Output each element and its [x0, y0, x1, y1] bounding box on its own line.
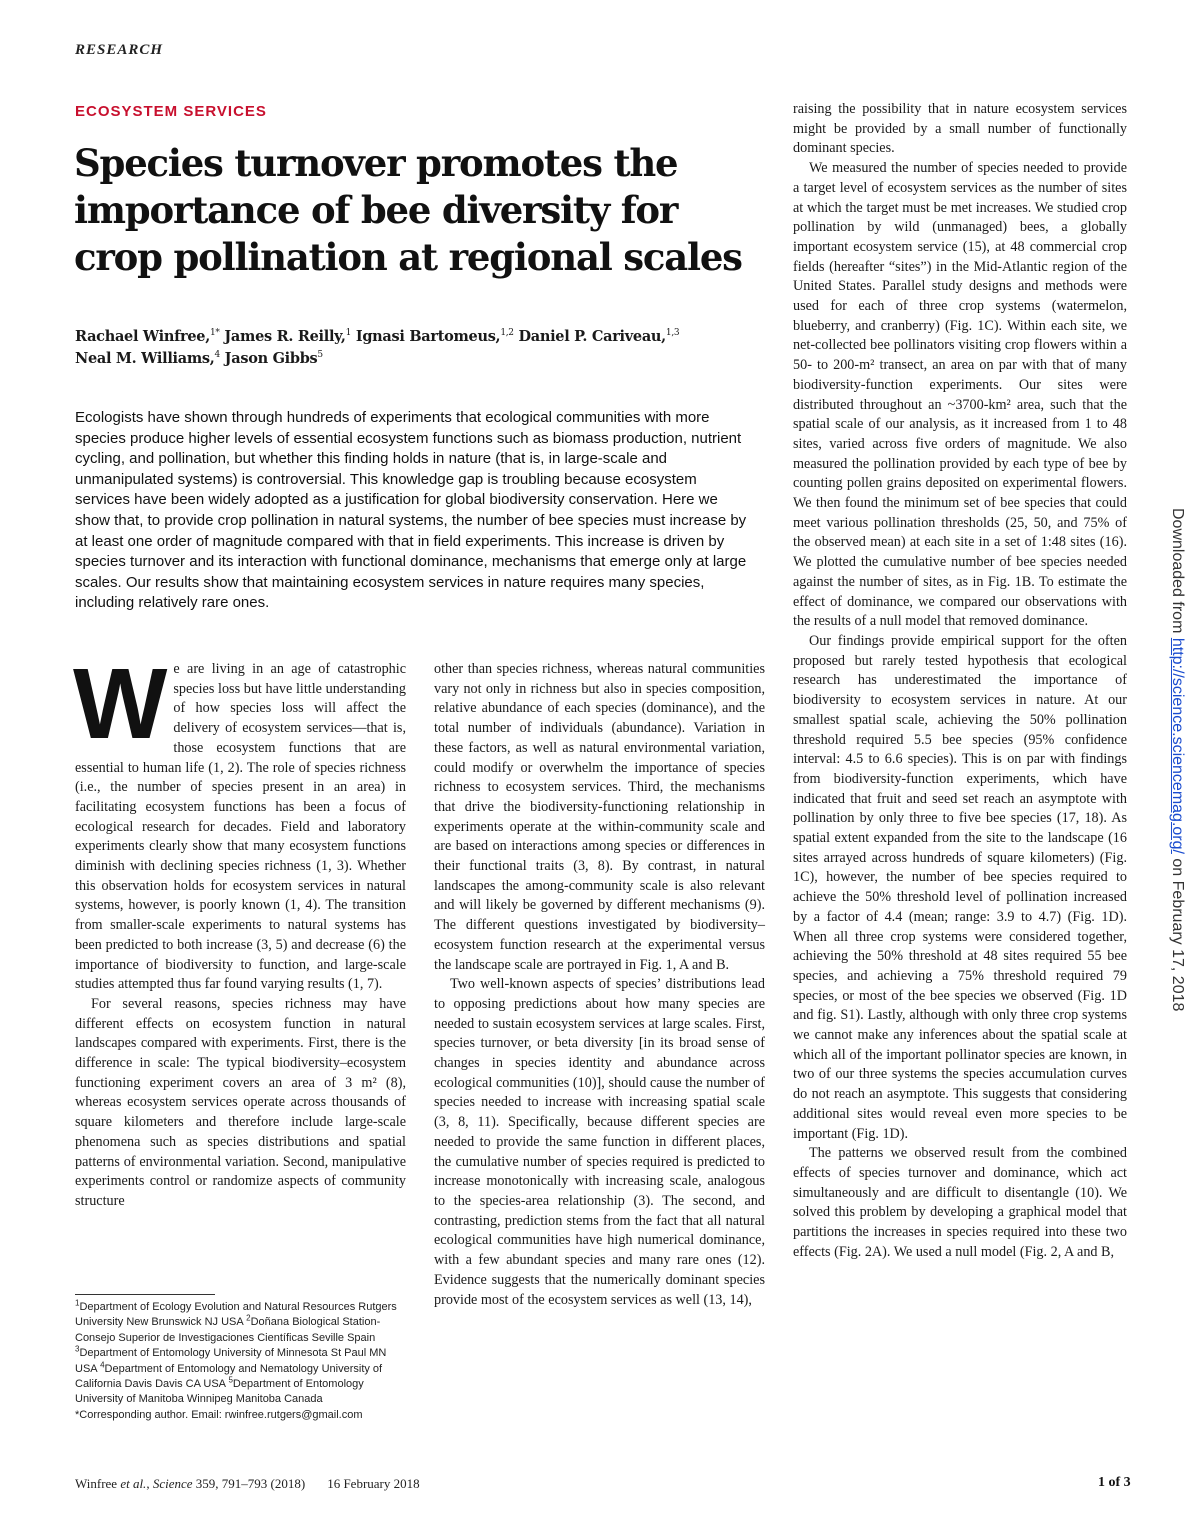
body-paragraph: We measured the number of species needed to provide a target level of ecosystem services as the number of sites at which the target must be met increases. We studied crop pollination by wild (unmanaged) bees, a globally important ecosystem service (15), at 48 commercial crop fields (hereafter “sites”) in the Mid-Atlantic region of the United States. Parallel study designs and methods were used for each of three crop systems (watermelon, blueberry, and cranberry) (Fig. 1C). Within each site, we net-collected bee pollinators visiting crop flowers within a 50- to 200-m² transect, an area on par with that of many biodiversity-function experiments. Our sites were distributed throughout an ~3700-km² area, such that the spatial scale of our analysis, as it increased from 1 to 48 sites, varied across five orders of magnitude. We also measured the pollination provided by each type of bee by counting pollen grains deposited on experimental flowers. We then found the minimum set of bee species that could meet various pollination thresholds (25, 50, and 75% of the observed mean) at each site in a set of 1:48 sites (16). We plotted the cumulative number of bee species needed against the number of sites, as in Fig. 1B. To estimate the effect of dominance, we compared our observations with the results of a null model that removed dominance. [793, 160, 1127, 630]
affiliation-divider [75, 1294, 215, 1295]
author-name: Ignasi Bartomeus, [351, 328, 501, 345]
affiliation-mark: 3 [75, 1344, 80, 1354]
section-label: RESEARCH [75, 42, 164, 58]
citation-volume: 359, 791–793 (2018) [192, 1476, 306, 1491]
corresponding-author: *Corresponding author. Email: rwinfree.rutgers@gmail.com [75, 1408, 363, 1421]
body-column-3 [793, 100, 1127, 1262]
abstract: Ecologists have shown through hundreds of experiments that ecological communities with more species produce higher levels of essential ecosystem functions such as biomass production, nutrient cycling, and pollination, but whether this finding holds in nature (that is, in large-scale and unmanipulated systems) is controversial. This knowledge gap is troubling because ecosystem services have been widely adopted as a justification for global biodiversity conservation. Here we show that, to provide crop pollination in natural systems, the number of bee species must increase by at least one order of magnitude compared with that in field experiments. This increase is driven by species turnover and its interaction with functional dominance, mechanisms that emerge only at large scales. Our results show that maintaining ecosystem services in nature requires many species, including relatively rare ones. [75, 409, 747, 612]
download-prefix: Downloaded from [1169, 508, 1186, 638]
citation-etal: et al. [120, 1476, 147, 1491]
page-number: 1 of 3 [1098, 1475, 1131, 1490]
footer-date: 16 February 2018 [327, 1476, 420, 1491]
download-suffix: on February 17, 2018 [1169, 853, 1186, 1012]
body-paragraph: For several reasons, species richness may have different effects on ecosystem function in natural landscapes compared with experiments. First, there is the difference in scale: The typical biodiversity–ecosystem functioning experiment covers an area of 3 m² (8), whereas ecosystem services operate across thousands of square kilometers and therefore include large-scale phenomena such as species distributions and spatial patterns of environmental variation. Second, manipulative experiments control or randomize aspects of community structure [75, 995, 406, 1209]
affiliation-mark: 4 [100, 1359, 105, 1369]
article-kicker: ECOSYSTEM SERVICES [75, 103, 267, 120]
body-paragraph: other than species richness, whereas natural communities vary not only in richness but also in species composition, relative abundance of each species (dominance), and the total number of individuals (abundance). Variation in these factors, as well as natural environmental variation, could modify or overwhelm the importance of species richness to ecosystem services. Third, the mechanisms that drive the biodiversity-functioning relationship in experiments operate at the within-community scale and are based on interactions among species or differences in their functional traits (3, 8). By contrast, in natural landscapes the among-community scale is also relevant and will likely be governed by different mechanisms (9). The different questions investigated by biodiversity–ecosystem function research at the experimental versus the landscape scale are portrayed in Fig. 1, A and B. [434, 661, 765, 973]
affiliation-text: Department of Entomology University of Manitoba Winnipeg Manitoba Canada [75, 1378, 364, 1406]
article-title: Species turnover promotes the importance of bee diversity for crop pollination at regional scales [74, 141, 742, 279]
author-name: James R. Reilly, [219, 328, 346, 345]
body-paragraph: e are living in an age of catastrophic species loss but have little understanding of how species loss will affect the delivery of ecosystem services—that is, those ecosystem functions that are essential to human life (1, 2). The role of species richness (i.e., the number of species present in an area) in facilitating ecosystem functions has been a focus of ecological research for decades. Field and laboratory experiments clearly show that many ecosystem functions diminish with declining species richness (1, 3). Whether this observation holds for ecosystem services in natural systems, however, is poorly known (1, 4). The transition from smaller-scale experiments to natural systems has been predicted to both increase (3, 5) and decrease (6) the importance of biodiversity to function, and large-scale studies attempted thus far found varying results (1, 7). [75, 661, 406, 993]
author-affiliation-mark: 4 [214, 350, 220, 361]
affiliation-text: Department of Entomology University of Minnesota St Paul MN USA [75, 1347, 387, 1375]
affiliation-mark: 2 [246, 1313, 251, 1323]
author-name: Neal M. Williams, [75, 350, 215, 367]
author-list [75, 326, 735, 370]
footer-citation [75, 1476, 420, 1492]
citation-comma: , [146, 1476, 153, 1491]
author-name: Jason Gibbs [219, 350, 318, 367]
author-affiliation-mark: 1,2 [500, 328, 514, 339]
author-affiliation-mark: 1* [209, 328, 220, 339]
citation-journal: Science [152, 1476, 193, 1491]
body-paragraph: The patterns we observed result from the combined effects of species turnover and dominance, which act simultaneously and are difficult to disentangle (10). We solved this problem by developing a graphical model that partitions the increases in species required into these two effects (Fig. 2A). We used a null model (Fig. 2, A and B, [793, 1145, 1127, 1260]
body-paragraph: Our findings provide empirical support for the often proposed but rarely tested hypothesis that ecological research has underestimated the importance of biodiversity to ecosystem services in nature. At our smallest spatial scale, achieving the 50% pollination threshold required 5.5 bee species (95% confidence interval: 4.5 to 6.6 species). This is on par with findings from biodiversity-function experiments, which have indicated that fruit and seed set reach an asymptote with pollination by only three to five bee species (17, 18). As spatial extent expanded from the site to the landscape (16 sites arrayed across hundreds of square kilometers) (Fig. 1C), however, the number of bee species required to achieve the 50% threshold level of pollination increased by a factor of 4.4 (mean; range: 3.9 to 4.7) (Fig. 1D). When all three crop systems were considered together, achieving the 50% threshold at 48 sites required 55 bee species, and achieving a 75% threshold required 79 species, or most of the bee species we observed (Fig. 1D and fig. S1). Lastly, although with only three crop systems we cannot make any inferences about the spatial scale at which all of the important pollinator species are known, in two of our three systems the species accumulation curves do not reach an asymptote. This suggests that considering additional sites would reveal even more species to be important (Fig. 1D). [793, 632, 1127, 1142]
drop-cap: W [73, 648, 168, 760]
download-notice [1166, 508, 1186, 1028]
affiliation-text: Department of Ecology Evolution and Natural Resources Rutgers University New Brunswick NJ USA [75, 1301, 397, 1329]
affiliation-mark: 5 [228, 1375, 233, 1385]
citation-authors: Winfree [75, 1476, 121, 1491]
affiliation-mark: 1 [75, 1298, 80, 1308]
body-column-2 [434, 660, 765, 1310]
download-link[interactable]: http://science.sciencemag.org/ [1169, 637, 1186, 854]
affiliations [75, 1300, 406, 1423]
affiliation-text: Doñana Biological Station-Consejo Superior de Investigaciones Científicas Seville Spain [75, 1316, 381, 1344]
author-name: Daniel P. Cariveau, [513, 328, 666, 345]
author-affiliation-mark: 5 [317, 350, 323, 361]
body-column-1 [73, 648, 406, 1212]
body-paragraph: Two well-known aspects of species’ distributions lead to opposing predictions about how many species are needed to sustain ecosystem services at large scales. First, species turnover, or beta diversity [in its broad sense of changes in species identity and abundance across ecological communities (10)], should cause the number of species needed to increase with increasing spatial scale (3, 8, 11). Specifically, because different species are needed to provide the same function in different places, the cumulative number of species required is predicted to increase monotonically with increasing scale, analogous to the species-area relationship (3). The second, and contrasting, prediction stems from the fact that all natural ecological communities have high numerical dominance, with a few abundant species and many rare ones (12). Evidence suggests that the numerically dominant species provide most of the ecosystem services as well (13, 14), [434, 976, 765, 1308]
author-affiliation-mark: 1,3 [665, 328, 680, 339]
affiliation-text: Department of Entomology and Nematology University of California Davis Davis CA USA [75, 1362, 383, 1391]
author-name: Rachael Winfree, [75, 328, 210, 345]
author-affiliation-mark: 1 [345, 328, 352, 339]
body-paragraph: raising the possibility that in nature ecosystem services might be provided by a small number of functionally dominant species. [793, 101, 1127, 157]
